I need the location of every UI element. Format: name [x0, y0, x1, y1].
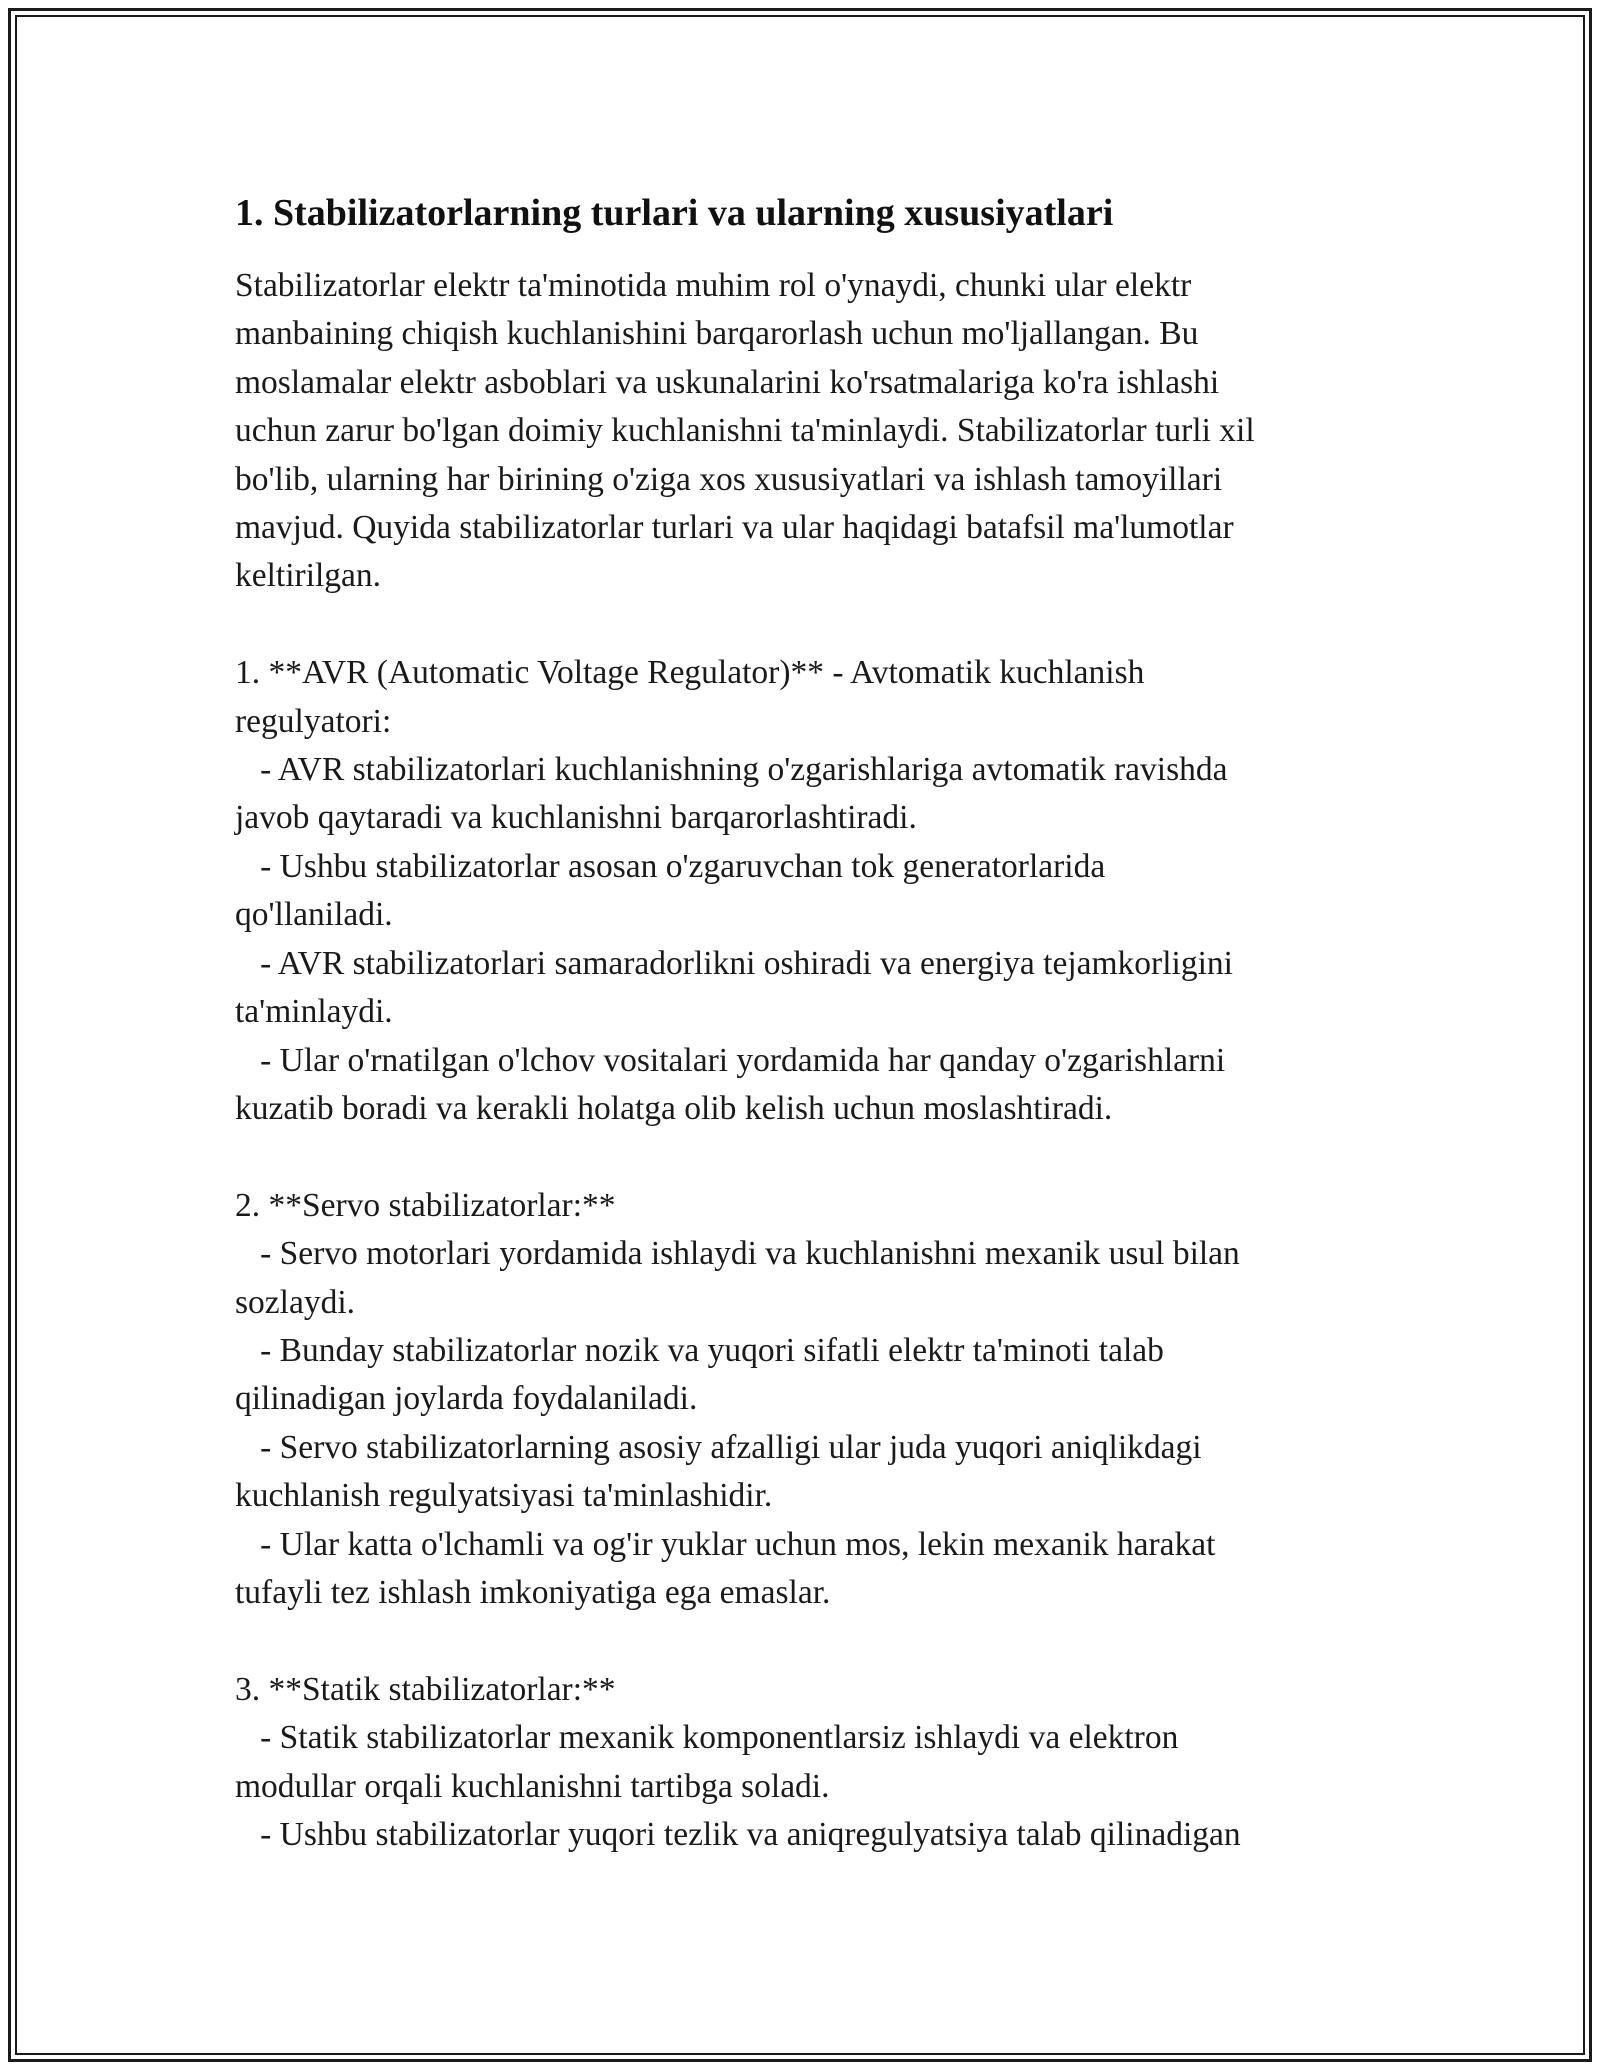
document-body: Stabilizatorlar elektr ta'minotida muhim rol o'ynaydi, chunki ular elektr manbaining chiqish kuchlanishini barqarorlash uchun mo'ljallangan. Bu moslamalar elektr asboblari va uskunalarini ko'rsatmalariga ko'ra ishlashi uchun zarur bo'lgan doimiy kuchlanishni ta'minlaydi. Stabilizatorlar turli xil bo'lib, ularning har birining o'ziga xos xususiyatlari va ishlash tamoyillari mavjud. Quyida stabilizatorlar turlari va ular haqidagi batafsil ma'lumotlar keltirilgan. 1. **AVR (Automatic Voltage Regulator)** - Avtomatik kuchlanish regulyatori: - AVR stabilizatorlari kuchlanishning o'zgarishlariga avtomatik ravishda javob qaytaradi va kuchlanishni barqarorlashtiradi. - Ushbu stabilizatorlar asosan o'zgaruvchan tok generatorlarida qo'llaniladi. - AVR stabilizatorlari samaradorlikni oshiradi va energiya tejamkorligini ta'minlaydi. - Ular o'rnatilgan o'lchov vositalari yordamida har qanday o'zgarishlarni kuzatib boradi va kerakli holatga olib kelish uchun moslashtiradi. 2. **Servo stabilizatorlar:** - Servo motorlari yordamida ishlaydi va kuchlanishni mexanik usul bilan sozlaydi. - Bunday stabilizatorlar nozik va yuqori sifatli elektr ta'minoti talab qilinadigan joylarda foydalaniladi. - Servo stabilizatorlarning asosiy afzalligi ular juda yuqori aniqlikdagi kuchlanish regulyatsiyasi ta'minlashidir. - Ular katta o'lchamli va og'ir yuklar uchun mos, lekin mexanik harakat tufayli tez ishlash imkoniyatiga ega emaslar. 3. **Statik stabilizatorlar:** - Statik stabilizatorlar mexanik komponentlarsiz ishlaydi va elektron modullar orqali kuchlanishni tartibga soladi. - Ushbu stabilizatorlar yuqori tezlik va aniqregulyatsiya talab qilinadigan — [235, 267, 1255, 1853]
document-content — [235, 186, 1365, 1859]
document-title: 1. Stabilizatorlarning turlari va ularning xususiyatlari — [235, 192, 1114, 234]
